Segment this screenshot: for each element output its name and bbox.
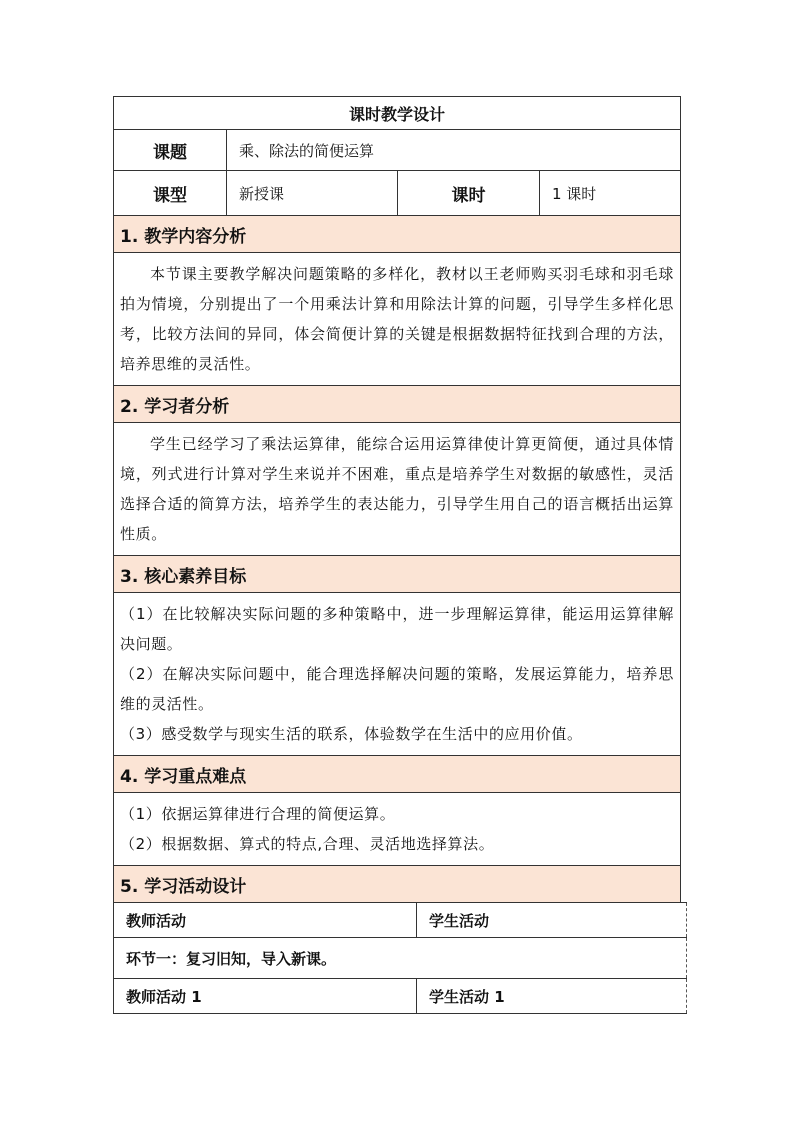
lesson-plan-document xyxy=(113,96,680,1014)
lesson-type-value: 新授课 xyxy=(227,171,398,216)
class-hours-value: 1 课时 xyxy=(540,171,681,216)
document-title: 课时教学设计 xyxy=(114,97,681,130)
key-points-cell xyxy=(114,793,681,866)
core-goals-cell xyxy=(114,593,681,756)
activity-table xyxy=(113,902,687,1014)
goal-item-3: （3）感受数学与现实生活的联系，体验数学在生活中的应用价值。 xyxy=(120,725,583,743)
teacher-activity-header: 教师活动 xyxy=(114,903,417,938)
goal-item-2: （2）在解决实际问题中，能合理选择解决问题的策略，发展运算能力，培养思维的灵活性。 xyxy=(120,665,675,713)
lesson-type-label: 课型 xyxy=(114,171,227,216)
goal-item-1: （1）在比较解决实际问题的多种策略中，进一步理解运算律，能运用运算律解决问题。 xyxy=(120,605,675,653)
key-point-item-2: （2）根据数据、算式的特点,合理、灵活地选择算法。 xyxy=(120,835,495,853)
content-analysis-cell xyxy=(114,253,681,386)
section-heading-activity-design: 5. 学习活动设计 xyxy=(114,866,681,903)
section-heading-content-analysis: 1. 教学内容分析 xyxy=(114,216,681,253)
section-heading-learner-analysis: 2. 学习者分析 xyxy=(114,386,681,423)
key-point-item-1: （1）依据运算律进行合理的简便运算。 xyxy=(120,805,396,823)
learner-analysis-cell xyxy=(114,423,681,556)
stage-one-title: 环节一：复习旧知，导入新课。 xyxy=(114,938,687,979)
lesson-plan-table xyxy=(113,96,681,903)
student-activity-header: 学生活动 xyxy=(417,903,687,938)
learner-analysis-text: 学生已经学习了乘法运算律，能综合运用运算律使计算更简便，通过具体情境，列式进行计算对学生来说并不困难，重点是培养学生对数据的敏感性，灵活选择合适的简算方法，培养学生的表达能力，引导学生用自己的语言概括出运算性质。 xyxy=(120,435,675,543)
section-heading-key-points: 4. 学习重点难点 xyxy=(114,756,681,793)
student-activity-1: 学生活动 1 xyxy=(417,979,687,1014)
topic-value: 乘、除法的简便运算 xyxy=(227,130,681,171)
topic-label: 课题 xyxy=(114,130,227,171)
teacher-activity-1: 教师活动 1 xyxy=(114,979,417,1014)
section-heading-core-goals: 3. 核心素养目标 xyxy=(114,556,681,593)
content-analysis-text: 本节课主要教学解决问题策略的多样化，教材以王老师购买羽毛球和羽毛球拍为情境，分别提出了一个用乘法计算和用除法计算的问题，引导学生多样化思考，比较方法间的异同，体会简便计算的关键是根据数据特征找到合理的方法，培养思维的灵活性。 xyxy=(120,265,675,373)
class-hours-label: 课时 xyxy=(398,171,540,216)
